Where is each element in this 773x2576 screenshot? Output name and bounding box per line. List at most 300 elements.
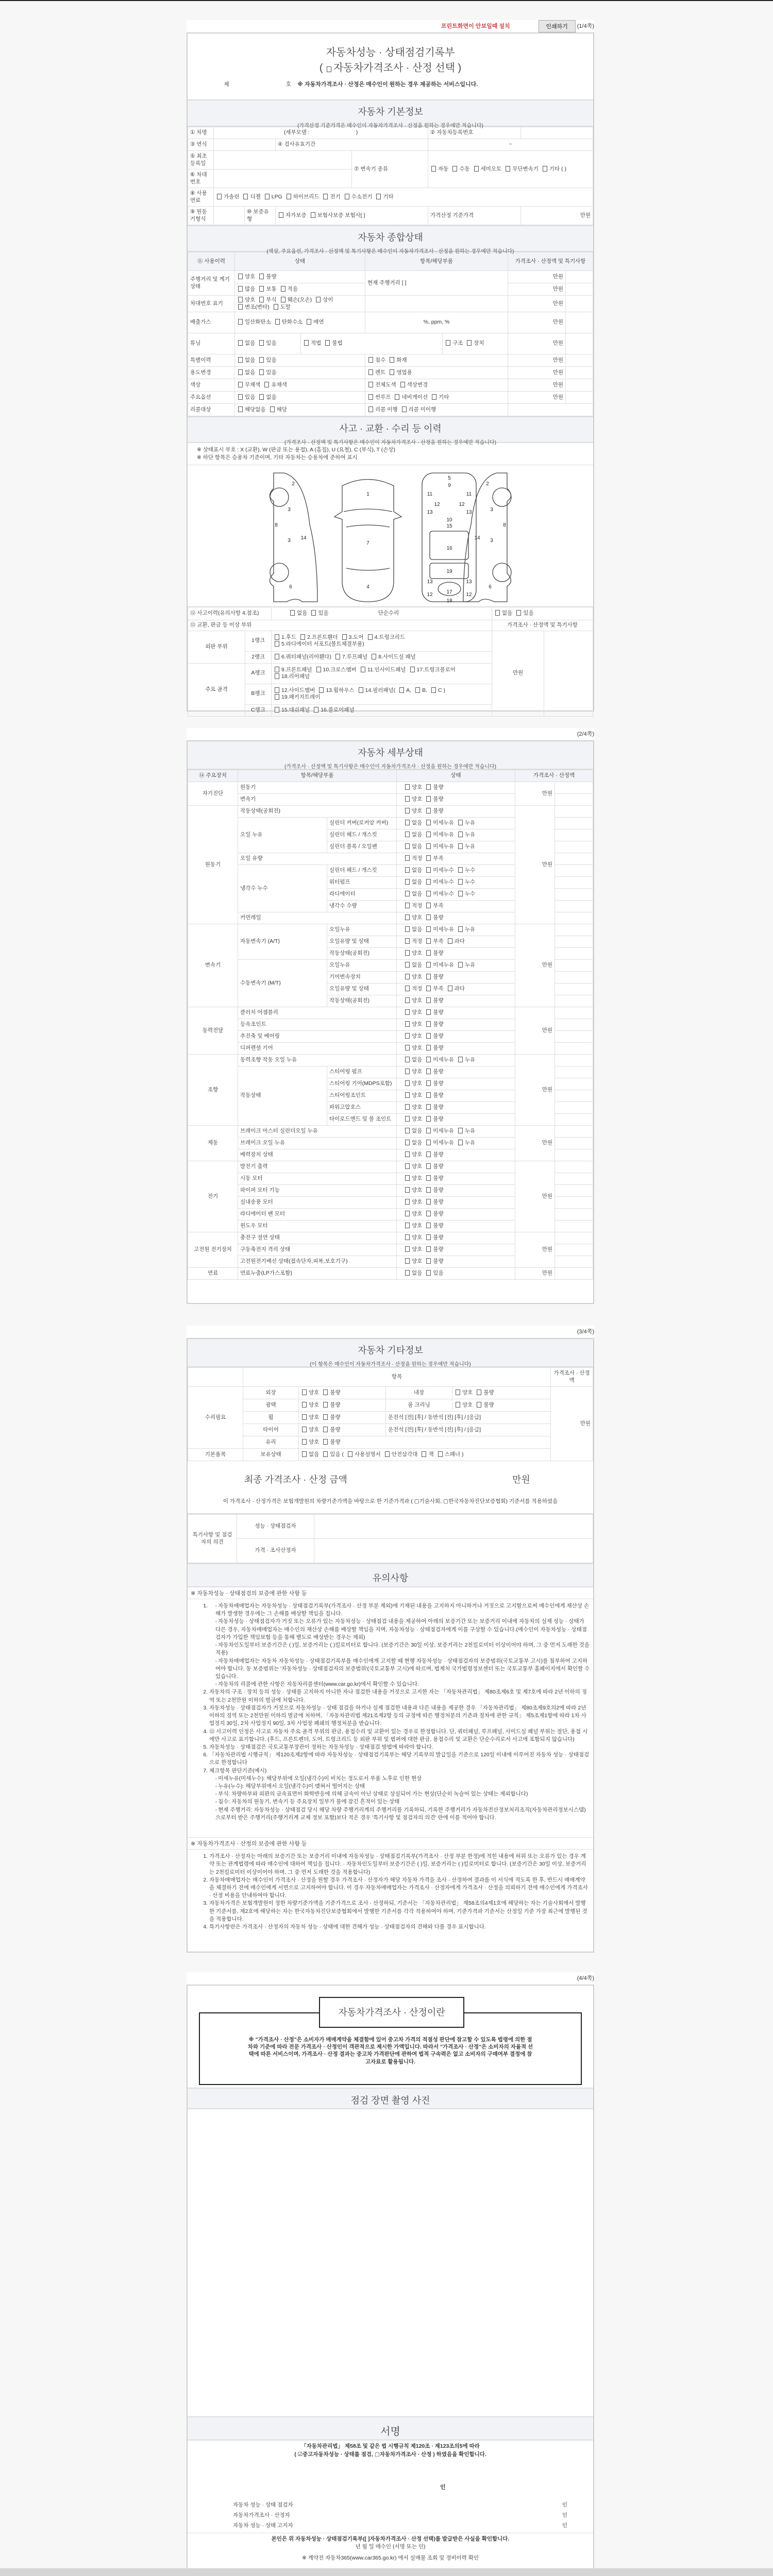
checkbox-icon[interactable]: [458, 1140, 463, 1145]
checkbox-option[interactable]: [274, 707, 310, 714]
wheel-position-options[interactable]: 운전석 [전] [후] / 동반석 [전] [후] / [응급]: [386, 1412, 551, 1424]
checkbox-icon[interactable]: [405, 903, 410, 908]
checkbox-option[interactable]: [258, 394, 276, 401]
checkbox-icon[interactable]: [217, 194, 222, 199]
status-options[interactable]: [397, 1114, 515, 1126]
checkbox-option[interactable]: [258, 369, 276, 377]
checkbox-option[interactable]: [404, 1211, 422, 1218]
checkbox-icon[interactable]: [287, 194, 291, 199]
item-options[interactable]: [365, 354, 508, 367]
checkbox-icon[interactable]: [275, 673, 279, 679]
checkbox-icon[interactable]: [426, 1021, 431, 1027]
checkbox-icon[interactable]: [426, 1069, 431, 1074]
simple-repair-options[interactable]: [492, 607, 593, 620]
checkbox-icon[interactable]: [405, 1104, 410, 1110]
checkbox-icon[interactable]: [426, 1199, 431, 1205]
checkbox-icon[interactable]: [275, 687, 279, 693]
checkbox-icon[interactable]: [458, 891, 463, 896]
checkbox-option[interactable]: [274, 319, 303, 326]
warranty-options[interactable]: [276, 207, 428, 225]
checkbox-option[interactable]: [425, 1151, 443, 1159]
checkbox-option[interactable]: [404, 1021, 422, 1028]
checkbox-option[interactable]: [425, 938, 443, 945]
checkbox-option[interactable]: [404, 1104, 422, 1111]
checkbox-option[interactable]: [409, 667, 456, 674]
checkbox-option[interactable]: [237, 297, 255, 304]
checkbox-option[interactable]: [237, 304, 270, 311]
checkbox-option[interactable]: [371, 654, 416, 661]
accident-history-options[interactable]: [289, 610, 332, 616]
checkbox-icon[interactable]: [290, 610, 295, 616]
checkbox-icon[interactable]: [506, 166, 510, 172]
checkbox-icon[interactable]: [405, 1270, 410, 1276]
checkbox-option[interactable]: [404, 820, 422, 827]
checkbox-icon[interactable]: [323, 194, 328, 199]
checkbox-option[interactable]: [404, 1199, 422, 1206]
checkbox-icon[interactable]: [405, 1080, 410, 1086]
checkbox-icon[interactable]: [405, 1033, 410, 1039]
checkbox-icon[interactable]: [311, 610, 316, 616]
checkbox-option[interactable]: [425, 974, 443, 981]
checkbox-option[interactable]: [455, 1389, 473, 1397]
checkbox-option[interactable]: [303, 340, 321, 347]
checkbox-icon[interactable]: [316, 667, 321, 672]
status-options[interactable]: [397, 1031, 515, 1043]
parts-options[interactable]: [272, 663, 492, 684]
checkbox-option[interactable]: [367, 357, 385, 364]
checkbox-icon[interactable]: [405, 962, 410, 968]
tire-position-options[interactable]: 운전석 [전] [후] / 동반석 [전] [후] / [응급]: [386, 1424, 551, 1436]
checkbox-icon[interactable]: [259, 340, 264, 346]
status-options[interactable]: [397, 1161, 515, 1173]
checkbox-option[interactable]: [457, 820, 475, 827]
status-options[interactable]: [397, 865, 515, 877]
checkbox-option[interactable]: [505, 166, 539, 173]
checkbox-icon[interactable]: [426, 1234, 431, 1240]
status-options[interactable]: [397, 1066, 515, 1078]
checkbox-icon[interactable]: [458, 1057, 463, 1062]
status-options[interactable]: [397, 972, 515, 984]
checkbox-option[interactable]: [404, 903, 422, 910]
checkbox-icon[interactable]: [405, 867, 410, 873]
status-options[interactable]: [235, 392, 365, 404]
inspector-remarks[interactable]: [314, 1515, 593, 1539]
checkbox-option[interactable]: [425, 1104, 443, 1111]
checkbox-option[interactable]: [301, 1451, 319, 1459]
checkbox-icon[interactable]: [348, 1451, 352, 1457]
checkbox-icon[interactable]: [458, 843, 463, 849]
checkbox-icon[interactable]: [431, 166, 436, 172]
checkbox-option[interactable]: [237, 369, 255, 377]
checkbox-icon[interactable]: [405, 784, 410, 790]
status-options[interactable]: [397, 1244, 515, 1256]
checkbox-option[interactable]: [313, 707, 354, 714]
checkbox-icon[interactable]: [458, 820, 463, 825]
checkbox-option[interactable]: [425, 1234, 443, 1242]
parts-options[interactable]: [272, 651, 492, 663]
status-options[interactable]: [397, 1055, 515, 1066]
checkbox-option[interactable]: [399, 382, 428, 389]
checkbox-option[interactable]: [457, 1140, 475, 1147]
checkbox-icon[interactable]: [426, 1175, 431, 1181]
checkbox-icon[interactable]: [314, 707, 318, 713]
checkbox-option[interactable]: [425, 1128, 454, 1135]
status-options[interactable]: [235, 379, 365, 392]
checkbox-option[interactable]: [431, 394, 449, 401]
checkbox-option[interactable]: [404, 1258, 422, 1265]
checkbox-option[interactable]: [425, 1258, 443, 1265]
checkbox-option[interactable]: [515, 610, 533, 617]
checkbox-icon[interactable]: [426, 1104, 431, 1110]
checkbox-icon[interactable]: [259, 297, 264, 302]
checkbox-option[interactable]: [278, 212, 307, 219]
appraiser-remarks[interactable]: [314, 1539, 593, 1563]
checkbox-icon[interactable]: [281, 297, 285, 302]
checkbox-icon[interactable]: [426, 1092, 431, 1098]
checkbox-icon[interactable]: [458, 867, 463, 873]
checkbox-icon[interactable]: [238, 297, 243, 302]
checkbox-icon[interactable]: [323, 1439, 328, 1445]
checkbox-icon[interactable]: [426, 974, 431, 979]
checkbox-option[interactable]: [404, 1151, 422, 1159]
checkbox-icon[interactable]: [426, 891, 431, 896]
checkbox-icon[interactable]: [405, 843, 410, 849]
checkbox-option[interactable]: [367, 369, 385, 377]
checkbox-icon[interactable]: [390, 357, 394, 363]
checkbox-icon[interactable]: [372, 654, 376, 659]
interior-options[interactable]: [452, 1387, 551, 1399]
checkbox-option[interactable]: [425, 1163, 443, 1171]
checkbox-icon[interactable]: [426, 843, 431, 849]
checkbox-option[interactable]: [404, 1080, 422, 1088]
checkbox-option[interactable]: [310, 610, 328, 617]
checkbox-option[interactable]: [476, 1402, 494, 1409]
checkbox-icon[interactable]: [426, 962, 431, 968]
status-options[interactable]: [397, 841, 515, 853]
checkbox-icon[interactable]: [342, 634, 347, 640]
checkbox-option[interactable]: [425, 784, 443, 791]
checkbox-option[interactable]: [425, 1033, 443, 1040]
checkbox-icon[interactable]: [264, 382, 269, 387]
checkbox-icon[interactable]: [426, 1246, 431, 1252]
checkbox-icon[interactable]: [426, 1187, 431, 1193]
item-options[interactable]: [365, 296, 508, 312]
checkbox-option[interactable]: [445, 340, 463, 347]
checkbox-icon[interactable]: [405, 1069, 410, 1074]
checkbox-icon[interactable]: [325, 340, 330, 346]
status-options[interactable]: [397, 1126, 515, 1138]
status-options[interactable]: [397, 984, 515, 995]
checkbox-icon[interactable]: [275, 641, 279, 647]
checkbox-icon[interactable]: [426, 867, 431, 873]
checkbox-option[interactable]: [344, 194, 373, 201]
status-options[interactable]: [397, 1149, 515, 1161]
checkbox-option[interactable]: [404, 986, 422, 993]
checkbox-option[interactable]: [425, 997, 443, 1005]
checkbox-option[interactable]: [425, 903, 443, 910]
checkbox-option[interactable]: [404, 855, 422, 862]
checkbox-option[interactable]: [404, 879, 422, 886]
checkbox-option[interactable]: [315, 297, 333, 304]
checkbox-icon[interactable]: [405, 1151, 410, 1157]
checkbox-icon[interactable]: [405, 974, 410, 979]
checkbox-icon[interactable]: [345, 194, 349, 199]
status-options[interactable]: [397, 829, 515, 841]
checkbox-icon[interactable]: [426, 1270, 431, 1276]
holding-options[interactable]: [299, 1449, 551, 1461]
checkbox-icon[interactable]: [275, 707, 279, 713]
checkbox-option[interactable]: [404, 1045, 422, 1052]
checkbox-icon[interactable]: [426, 997, 431, 1003]
checkbox-option[interactable]: [425, 1270, 443, 1277]
checkbox-icon[interactable]: [426, 903, 431, 908]
checkbox-option[interactable]: [425, 1246, 443, 1253]
status-options[interactable]: [235, 354, 365, 367]
checkbox-option[interactable]: [404, 1033, 422, 1040]
checkbox-option[interactable]: [404, 1140, 422, 1147]
checkbox-icon[interactable]: [426, 938, 431, 944]
checkbox-icon[interactable]: [458, 832, 463, 837]
checkbox-option[interactable]: [306, 319, 324, 326]
checkbox-option[interactable]: [404, 808, 422, 815]
checkbox-option[interactable]: [258, 297, 276, 304]
checkbox-option[interactable]: [404, 832, 422, 839]
checkbox-option[interactable]: [347, 1451, 381, 1459]
checkbox-icon[interactable]: [426, 879, 431, 885]
checkbox-option[interactable]: [289, 610, 307, 617]
checkbox-icon[interactable]: [275, 319, 280, 325]
status-options[interactable]: [397, 1268, 515, 1280]
checkbox-icon[interactable]: [259, 394, 264, 400]
checkbox-icon[interactable]: [368, 369, 373, 375]
checkbox-option[interactable]: [457, 843, 475, 851]
checkbox-icon[interactable]: [405, 1045, 410, 1050]
checkbox-option[interactable]: [274, 667, 312, 674]
checkbox-option[interactable]: [425, 1092, 443, 1099]
checkbox-icon[interactable]: [323, 1451, 328, 1457]
checkbox-option[interactable]: [322, 1389, 340, 1397]
checkbox-icon[interactable]: [426, 1163, 431, 1169]
checkbox-icon[interactable]: [426, 926, 431, 932]
status-options[interactable]: [397, 1256, 515, 1268]
checkbox-option[interactable]: [389, 369, 412, 377]
checkbox-option[interactable]: [322, 1402, 340, 1409]
checkbox-option[interactable]: [404, 1234, 422, 1242]
checkbox-icon[interactable]: [405, 926, 410, 932]
checkbox-icon[interactable]: [426, 1140, 431, 1145]
checkbox-option[interactable]: [301, 1414, 319, 1421]
checkbox-option[interactable]: [466, 340, 484, 347]
checkbox-icon[interactable]: [452, 166, 457, 172]
checkbox-option[interactable]: [425, 796, 443, 803]
checkbox-option[interactable]: [425, 891, 454, 898]
price-survey-checkbox[interactable]: [327, 66, 331, 72]
checkbox-icon[interactable]: [405, 879, 410, 885]
checkbox-option[interactable]: [425, 1199, 443, 1206]
checkbox-icon[interactable]: [405, 1175, 410, 1181]
checkbox-icon[interactable]: [361, 667, 365, 672]
checkbox-option[interactable]: [322, 1451, 344, 1459]
checkbox-icon[interactable]: [311, 212, 315, 218]
checkbox-option[interactable]: [404, 867, 422, 874]
checkbox-option[interactable]: [274, 687, 315, 694]
checkbox-option[interactable]: [216, 194, 239, 201]
checkbox-icon[interactable]: [426, 950, 431, 956]
checkbox-icon[interactable]: [368, 357, 373, 363]
checkbox-option[interactable]: [274, 634, 296, 641]
checkbox-icon[interactable]: [431, 687, 436, 693]
status-options[interactable]: [235, 296, 365, 312]
checkbox-icon[interactable]: [279, 212, 283, 218]
checkbox-icon[interactable]: [426, 1045, 431, 1050]
checkbox-icon[interactable]: [426, 796, 431, 802]
checkbox-option[interactable]: [322, 1427, 340, 1434]
checkbox-option[interactable]: [237, 382, 260, 389]
checkbox-icon[interactable]: [405, 914, 410, 920]
checkbox-icon[interactable]: [238, 369, 243, 375]
checkbox-icon[interactable]: [446, 340, 450, 346]
checkbox-icon[interactable]: [323, 1414, 328, 1420]
status-options[interactable]: [397, 794, 515, 806]
checkbox-option[interactable]: [425, 1211, 443, 1218]
checkbox-icon[interactable]: [335, 654, 340, 659]
checkbox-option[interactable]: [273, 304, 291, 311]
checkbox-icon[interactable]: [458, 1128, 463, 1133]
checkbox-option[interactable]: [258, 286, 276, 293]
checkbox-option[interactable]: [404, 962, 422, 969]
checkbox-option[interactable]: [404, 1009, 422, 1016]
checkbox-option[interactable]: [258, 357, 276, 364]
checkbox-option[interactable]: [447, 938, 465, 945]
checkbox-icon[interactable]: [405, 1258, 410, 1264]
checkbox-option[interactable]: [322, 1414, 340, 1421]
checkbox-icon[interactable]: [405, 1246, 410, 1252]
checkbox-icon[interactable]: [426, 784, 431, 790]
checkbox-icon[interactable]: [259, 274, 264, 279]
checkbox-option[interactable]: [237, 319, 271, 326]
checkbox-option[interactable]: [398, 687, 411, 694]
checkbox-option[interactable]: [437, 1451, 464, 1459]
checkbox-option[interactable]: [237, 394, 255, 401]
checkbox-option[interactable]: [285, 194, 320, 201]
checkbox-option[interactable]: [451, 166, 469, 173]
checkbox-option[interactable]: [367, 634, 405, 641]
checkbox-icon[interactable]: [432, 394, 436, 400]
checkbox-icon[interactable]: [259, 286, 264, 292]
checkbox-icon[interactable]: [323, 1402, 328, 1408]
checkbox-icon[interactable]: [477, 1402, 481, 1408]
checkbox-option[interactable]: [404, 997, 422, 1005]
status-options[interactable]: [397, 1138, 515, 1149]
parts-options[interactable]: [272, 704, 492, 716]
glass-options[interactable]: [299, 1436, 551, 1449]
checkbox-icon[interactable]: [405, 1021, 410, 1027]
checkbox-icon[interactable]: [426, 855, 431, 861]
status-options[interactable]: [235, 333, 301, 354]
item-options[interactable]: %, ppm, %: [365, 312, 508, 333]
checkbox-icon[interactable]: [410, 667, 415, 672]
checkbox-icon[interactable]: [426, 1057, 431, 1062]
checkbox-icon[interactable]: [368, 406, 373, 412]
checkbox-option[interactable]: [425, 1175, 443, 1182]
checkbox-option[interactable]: [301, 1402, 319, 1409]
checkbox-option[interactable]: [274, 673, 310, 681]
checkbox-option[interactable]: [404, 1128, 422, 1135]
checkbox-option[interactable]: [280, 297, 312, 304]
checkbox-icon[interactable]: [300, 634, 305, 640]
checkbox-icon[interactable]: [426, 808, 431, 814]
checkbox-option[interactable]: [430, 687, 445, 694]
status-options[interactable]: [235, 404, 365, 416]
checkbox-option[interactable]: [301, 1389, 319, 1397]
checkbox-option[interactable]: [301, 1427, 319, 1434]
checkbox-option[interactable]: [274, 654, 331, 661]
checkbox-option[interactable]: [425, 867, 454, 874]
checkbox-icon[interactable]: [405, 1116, 410, 1122]
status-options[interactable]: [397, 818, 515, 829]
checkbox-option[interactable]: [425, 1140, 454, 1147]
wheel-options[interactable]: [299, 1412, 386, 1424]
checkbox-icon[interactable]: [426, 914, 431, 920]
checkbox-option[interactable]: [404, 914, 422, 922]
checkbox-option[interactable]: [404, 843, 422, 851]
checkbox-option[interactable]: [394, 394, 428, 401]
checkbox-option[interactable]: [425, 986, 443, 993]
checkbox-option[interactable]: [404, 796, 422, 803]
checkbox-icon[interactable]: [458, 962, 463, 968]
checkbox-icon[interactable]: [316, 297, 321, 302]
checkbox-icon[interactable]: [399, 687, 404, 693]
checkbox-option[interactable]: [237, 406, 266, 414]
checkbox-icon[interactable]: [426, 832, 431, 837]
checkbox-icon[interactable]: [265, 194, 270, 199]
checkbox-option[interactable]: [542, 166, 566, 173]
checkbox-option[interactable]: [263, 382, 287, 389]
checkbox-option[interactable]: [404, 926, 422, 934]
checkbox-option[interactable]: [280, 286, 298, 293]
checkbox-option[interactable]: [264, 194, 282, 201]
status-options[interactable]: [397, 1019, 515, 1031]
checkbox-option[interactable]: [242, 194, 260, 201]
checkbox-option[interactable]: [457, 867, 475, 874]
transmission-options[interactable]: [428, 151, 593, 188]
checkbox-icon[interactable]: [422, 1451, 426, 1457]
checkbox-icon[interactable]: [405, 1187, 410, 1193]
exterior-options[interactable]: [299, 1387, 386, 1399]
checkbox-option[interactable]: [457, 879, 475, 886]
checkbox-option[interactable]: [455, 1402, 473, 1409]
checkbox-icon[interactable]: [415, 687, 420, 693]
checkbox-option[interactable]: [404, 891, 422, 898]
fuel-options[interactable]: [214, 188, 593, 207]
checkbox-icon[interactable]: [405, 1009, 410, 1015]
checkbox-icon[interactable]: [456, 1402, 460, 1408]
checkbox-icon[interactable]: [274, 304, 278, 310]
checkbox-icon[interactable]: [405, 1128, 410, 1133]
checkbox-option[interactable]: [404, 1116, 422, 1123]
checkbox-option[interactable]: [425, 1057, 454, 1064]
status-options[interactable]: [397, 782, 515, 794]
item-options[interactable]: [365, 379, 508, 392]
checkbox-icon[interactable]: [376, 194, 381, 199]
checkbox-option[interactable]: [274, 641, 364, 648]
checkbox-icon[interactable]: [405, 1234, 410, 1240]
status-options[interactable]: [397, 1209, 515, 1221]
checkbox-option[interactable]: [404, 950, 422, 957]
checkbox-icon[interactable]: [259, 357, 264, 363]
status-options[interactable]: [397, 806, 515, 818]
print-button[interactable]: 인쇄하기: [539, 20, 576, 32]
